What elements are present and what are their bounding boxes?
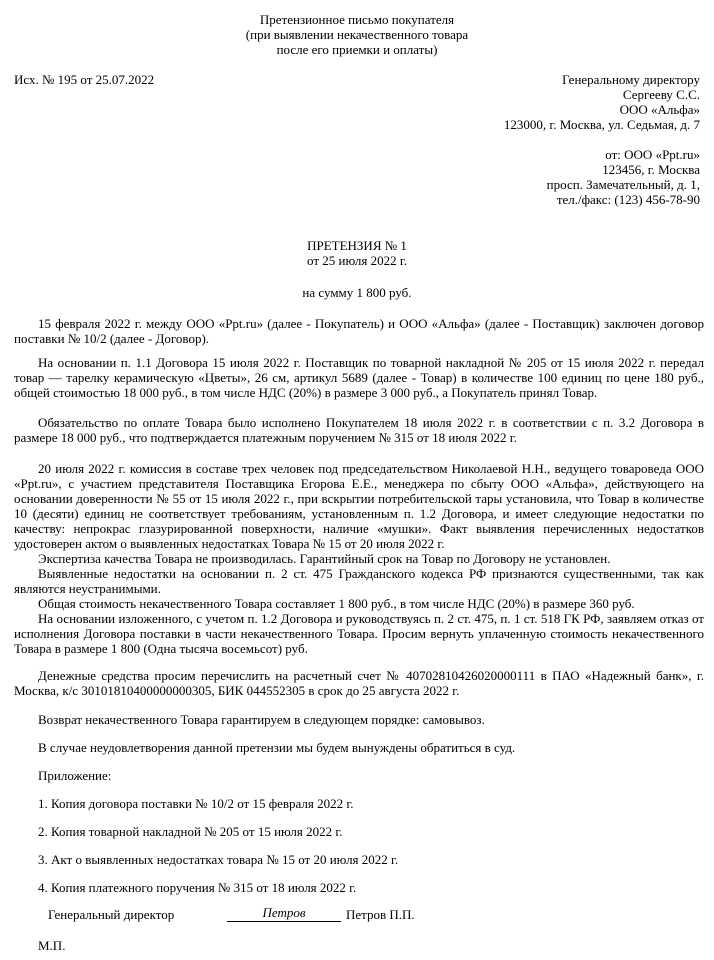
signatory-position: Генеральный директор — [48, 907, 175, 922]
header-title-line-3: после его приемки и оплаты) — [276, 42, 438, 57]
paragraph-cost: Общая стоимость некачественного Товара составляет 1 800 руб., в том числе НДС (20%) в размере 360 руб. — [38, 596, 635, 611]
paragraph-defects: Выявленные недостатки на основании п. 2 ст. 475 Гражданского кодекса РФ признаются существенными, так как являются неустранимыми. — [14, 566, 704, 596]
recipient-line-4: 123000, г. Москва, ул. Седьмая, д. 7 — [503, 117, 700, 132]
signature-line — [227, 905, 341, 922]
attachments-heading: Приложение: — [38, 768, 112, 783]
signatory-name: Петров П.П. — [346, 907, 415, 922]
paragraph-return: Возврат некачественного Товара гарантируем в следующем порядке: самовывоз. — [38, 712, 485, 727]
attachment-item-3: 3. Акт о выявленных недостатках товара № 15 от 20 июля 2022 г. — [38, 852, 399, 867]
recipient-line-3: ООО «Альфа» — [619, 102, 700, 117]
attachment-item-4: 4. Копия платежного поручения № 315 от 18 июля 2022 г. — [38, 880, 357, 895]
paragraph-payment: Обязательство по оплате Товара было исполнено Покупателем 18 июля 2022 г. в соответствии с п. 3.2 Договора в размере 18 000 руб., что подтверждается платежным поручением № 315 от 18 июля 2022 г. — [14, 415, 704, 445]
attachment-item-2: 2. Копия товарной накладной № 205 от 15 июля 2022 г. — [38, 824, 343, 839]
recipient-line-1: Генеральному директору — [562, 72, 700, 87]
sender-line-4: тел./факс: (123) 456-78-90 — [556, 192, 700, 207]
recipient-line-2: Сергееву С.С. — [622, 87, 700, 102]
stamp-place: М.П. — [38, 938, 66, 953]
paragraph-refusal: На основании изложенного, с учетом п. 1.2 Договора и руководствуясь п. 2 ст. 475, п. 1 ст. 518 ГК РФ, заявляем отказ от исполнения Договора поставки в части некачественного Товара. Просим вернуть уплаченную стоимость некачественного Товара в размере 1 800 (Одна тысяча восемьсот) руб. — [14, 611, 704, 656]
paragraph-delivery: На основании п. 1.1 Договора 15 июля 2022 г. Поставщик по товарной накладной № 205 от 15 июля 2022 г. передал товар — тарелку керамическую «Цветы», 26 см, артикул 5689 (далее - Товар) в количестве 100 единиц по цене 180 руб., общей стоимостью 18 000 руб., в том числе НДС (20%) в размере 3 000 руб., а Покупатель принял Товар. — [14, 355, 704, 400]
sender-line-3: просп. Замечательный, д. 1, — [546, 177, 700, 192]
header-title-line-2: (при выявлении некачественного товара — [245, 27, 469, 42]
signature-handwriting: Петров — [262, 905, 306, 920]
sender-line-1: от: ООО «Ppt.ru» — [605, 147, 700, 162]
outgoing-reference: Исх. № 195 от 25.07.2022 — [14, 72, 155, 87]
document-header — [0, 12, 714, 57]
claim-heading — [0, 238, 714, 268]
claim-date: от 25 июля 2022 г. — [307, 253, 407, 268]
sender-line-2: 123456, г. Москва — [602, 162, 700, 177]
paragraph-contract: 15 февраля 2022 г. между ООО «Ppt.ru» (далее - Покупатель) и ООО «Альфа» (далее - Поставщик) заключен договор поставки № 10/2 (далее - Договор). — [14, 316, 704, 346]
paragraph-court: В случае неудовлетворения данной претензии мы будем вынуждены обратиться в суд. — [38, 740, 516, 755]
recipient-block — [504, 72, 700, 132]
claim-amount: на сумму 1 800 руб. — [302, 285, 412, 300]
attachment-item-1: 1. Копия договора поставки № 10/2 от 15 февраля 2022 г. — [38, 796, 354, 811]
paragraph-expertise: Экспертиза качества Товара не производилась. Гарантийный срок на Товар по Договору не установлен. — [38, 551, 611, 566]
paragraph-bank-details: Денежные средства просим перечислить на расчетный счет № 40702810426020000111 в ПАО «Надежный банк», г. Москва, к/с 30101810400000000305, БИК 044552305 в срок до 25 августа 2022 г. — [14, 668, 704, 698]
sender-block — [547, 147, 700, 207]
paragraph-commission: 20 июля 2022 г. комиссия в составе трех человек под председательством Николаевой Н.Н., ведущего товароведа ООО «Ppt.ru», с участием представителя Поставщика Егорова Е.Е., менеджера по сбыту ООО «Альфа», действующего на основании доверенности № 55 от 15 июля 2022 г., при вскрытии потребительской тары установила, что Товар в количестве 10 (десяти) единиц не соответствует требованиям, установленным п. 1.2 Договора, и имеет следующие недостатки по качеству: непрокрас глазурированной поверхности, наличие «мушки». Факт выявления перечисленных недостатков удостоверен актом о выявленных недостатках Товара № 15 от 20 июля 2022 г. — [14, 461, 704, 551]
header-title-line-1: Претензионное письмо покупателя — [259, 12, 455, 27]
claim-title: ПРЕТЕНЗИЯ № 1 — [307, 238, 407, 253]
